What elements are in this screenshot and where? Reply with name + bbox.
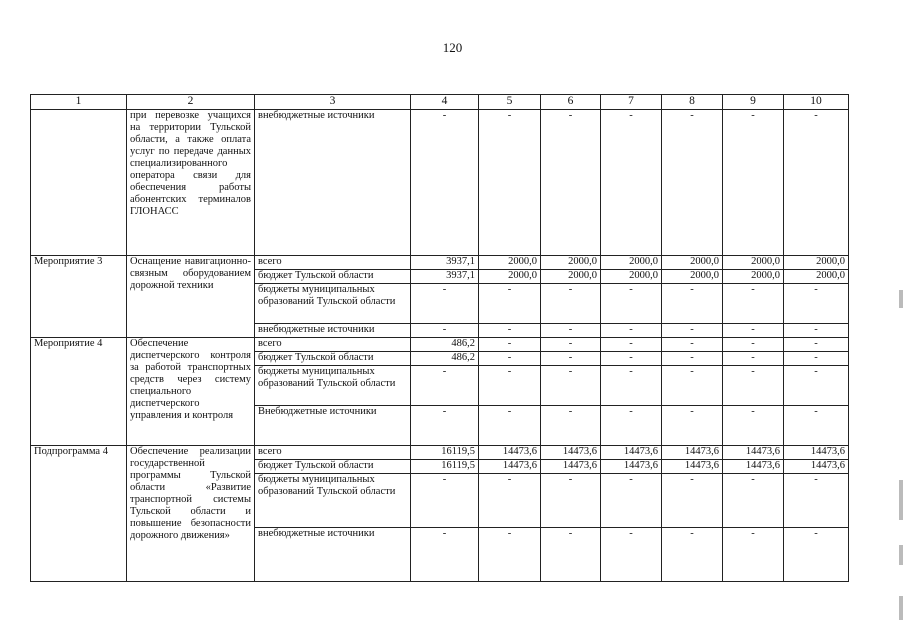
row-label-cell	[31, 110, 127, 256]
column-number-cell: 7	[601, 95, 662, 110]
measure-description: Обеспечение реализации государственной программы Тульской области «Развитие транспортной системы Тульской области и повышение безопасности дорожного движения»	[127, 446, 255, 582]
value-cell: -	[541, 110, 601, 256]
value-cell: -	[662, 284, 723, 324]
measure-description: Обеспечение диспетчерского контроля за работой транспортных средств через систему специального диспетчерского управления и контроля	[127, 338, 255, 446]
value-cell: -	[784, 366, 849, 406]
measure-description: Оснащение навигационно-связным оборудованием дорожной техники	[127, 256, 255, 338]
row-label-cell: Мероприятие 4	[31, 338, 127, 446]
value-cell: 14473,6	[601, 446, 662, 460]
value-cell: -	[479, 324, 541, 338]
value-cell: -	[541, 284, 601, 324]
funding-source: бюджет Тульской области	[255, 352, 411, 366]
value-cell: -	[541, 528, 601, 582]
funding-source: всего	[255, 446, 411, 460]
value-cell: -	[723, 352, 784, 366]
value-cell: -	[662, 366, 723, 406]
value-cell: -	[784, 324, 849, 338]
continuation-row	[31, 110, 849, 256]
value-cell: -	[723, 366, 784, 406]
funding-source: бюджеты муниципальных образований Тульской области	[255, 474, 411, 528]
value-cell: -	[601, 352, 662, 366]
value-cell: 2000,0	[784, 256, 849, 270]
value-cell: -	[411, 324, 479, 338]
funding-source: всего	[255, 256, 411, 270]
value-cell: -	[541, 406, 601, 446]
column-number-row	[31, 95, 849, 110]
value-cell: 3937,1	[411, 256, 479, 270]
value-cell: 16119,5	[411, 460, 479, 474]
funding-source: бюджеты муниципальных образований Тульской области	[255, 284, 411, 324]
value-cell: -	[479, 366, 541, 406]
value-cell: -	[601, 366, 662, 406]
scan-edge-mark	[899, 545, 903, 565]
value-cell: 14473,6	[662, 446, 723, 460]
page-number: 120	[442, 40, 463, 55]
funding-source: внебюджетные источники	[255, 110, 411, 256]
value-cell: -	[784, 474, 849, 528]
value-cell: -	[541, 352, 601, 366]
value-cell: -	[662, 352, 723, 366]
funding-source: внебюджетные источники	[255, 324, 411, 338]
value-cell: 2000,0	[541, 256, 601, 270]
funding-line-row	[31, 338, 849, 352]
column-number-cell: 1	[31, 95, 127, 110]
value-cell: -	[662, 110, 723, 256]
value-cell: -	[411, 110, 479, 256]
measure-description: при перевозке учащихся на территории Тульской области, а также оплата услуг по передаче данных специализированного оператора связи для обеспечения работы абонентских терминалов ГЛОНАСС	[127, 110, 255, 256]
column-number-cell: 3	[255, 95, 411, 110]
value-cell: -	[479, 474, 541, 528]
column-number-cell: 2	[127, 95, 255, 110]
value-cell: -	[479, 406, 541, 446]
value-cell: -	[784, 110, 849, 256]
column-number-cell: 10	[784, 95, 849, 110]
value-cell: 16119,5	[411, 446, 479, 460]
value-cell: 486,2	[411, 352, 479, 366]
funding-line-row	[31, 256, 849, 270]
scan-edge-mark	[899, 596, 903, 620]
value-cell: -	[723, 406, 784, 446]
funding-source: внебюджетные источники	[255, 528, 411, 582]
value-cell: 486,2	[411, 338, 479, 352]
value-cell: -	[601, 406, 662, 446]
funding-source: Внебюджетные источники	[255, 406, 411, 446]
funding-table	[30, 94, 849, 582]
value-cell: -	[723, 474, 784, 528]
value-cell: 14473,6	[784, 460, 849, 474]
value-cell: -	[541, 474, 601, 528]
value-cell: -	[411, 474, 479, 528]
value-cell: 2000,0	[662, 270, 723, 284]
funding-source: бюджет Тульской области	[255, 460, 411, 474]
value-cell: -	[662, 406, 723, 446]
value-cell: -	[662, 474, 723, 528]
value-cell: 14473,6	[662, 460, 723, 474]
funding-source: бюджет Тульской области	[255, 270, 411, 284]
value-cell: -	[601, 338, 662, 352]
value-cell: 14473,6	[723, 460, 784, 474]
value-cell: -	[411, 528, 479, 582]
value-cell: 3937,1	[411, 270, 479, 284]
value-cell: -	[784, 352, 849, 366]
funding-source: всего	[255, 338, 411, 352]
value-cell: 2000,0	[784, 270, 849, 284]
value-cell: -	[601, 284, 662, 324]
value-cell: -	[541, 324, 601, 338]
table-body	[31, 95, 849, 582]
row-label-cell: Мероприятие 3	[31, 256, 127, 338]
value-cell: -	[541, 366, 601, 406]
value-cell: -	[411, 366, 479, 406]
value-cell: 2000,0	[479, 256, 541, 270]
value-cell: -	[723, 324, 784, 338]
row-label-cell: Подпрограмма 4	[31, 446, 127, 582]
value-cell: 2000,0	[723, 256, 784, 270]
value-cell: 14473,6	[723, 446, 784, 460]
value-cell: 2000,0	[541, 270, 601, 284]
column-number-cell: 6	[541, 95, 601, 110]
value-cell: -	[601, 474, 662, 528]
value-cell: -	[479, 338, 541, 352]
value-cell: 2000,0	[601, 256, 662, 270]
column-number-cell: 4	[411, 95, 479, 110]
value-cell: -	[662, 528, 723, 582]
value-cell: -	[662, 338, 723, 352]
value-cell: -	[479, 352, 541, 366]
value-cell: 2000,0	[662, 256, 723, 270]
scan-edge-mark	[899, 480, 903, 520]
value-cell: -	[411, 406, 479, 446]
scan-edge-mark	[899, 290, 903, 308]
value-cell: 14473,6	[601, 460, 662, 474]
value-cell: 14473,6	[541, 446, 601, 460]
value-cell: -	[479, 110, 541, 256]
value-cell: 14473,6	[784, 446, 849, 460]
column-number-cell: 9	[723, 95, 784, 110]
value-cell: -	[601, 528, 662, 582]
value-cell: -	[723, 528, 784, 582]
value-cell: -	[784, 406, 849, 446]
value-cell: -	[601, 324, 662, 338]
value-cell: -	[601, 110, 662, 256]
value-cell: -	[784, 284, 849, 324]
value-cell: -	[479, 284, 541, 324]
value-cell: -	[541, 338, 601, 352]
value-cell: 14473,6	[541, 460, 601, 474]
value-cell: -	[662, 324, 723, 338]
value-cell: 2000,0	[601, 270, 662, 284]
value-cell: 2000,0	[723, 270, 784, 284]
column-number-cell: 5	[479, 95, 541, 110]
column-number-cell: 8	[662, 95, 723, 110]
value-cell: 14473,6	[479, 446, 541, 460]
value-cell: 2000,0	[479, 270, 541, 284]
value-cell: 14473,6	[479, 460, 541, 474]
value-cell: -	[479, 528, 541, 582]
funding-source: бюджеты муниципальных образований Тульской области	[255, 366, 411, 406]
value-cell: -	[723, 338, 784, 352]
funding-line-row	[31, 446, 849, 460]
value-cell: -	[784, 528, 849, 582]
value-cell: -	[784, 338, 849, 352]
value-cell: -	[723, 284, 784, 324]
value-cell: -	[723, 110, 784, 256]
value-cell: -	[411, 284, 479, 324]
